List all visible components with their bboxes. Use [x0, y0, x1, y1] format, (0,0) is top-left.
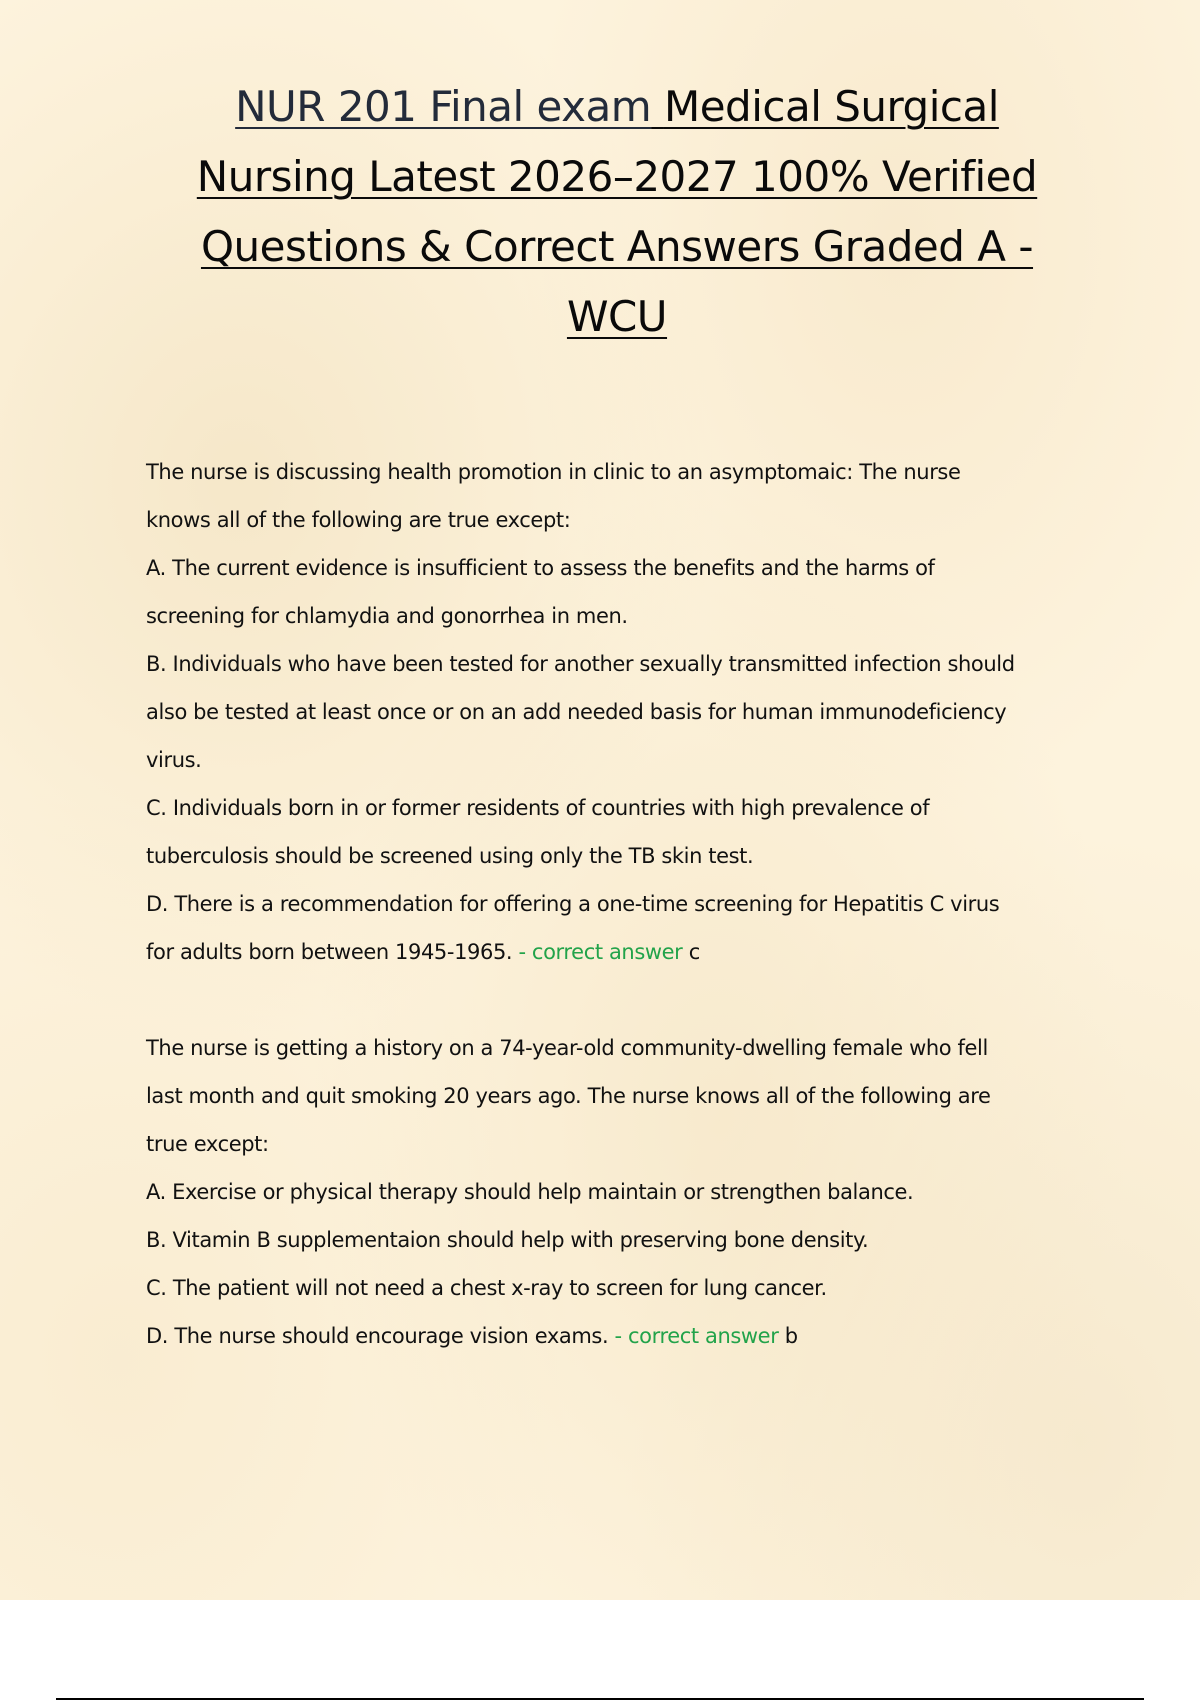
- question-stem: The nurse is getting a history on a 74-year-old community-dwelling female who fell last month and quit smoking 20 years ago. The nurse knows all of the following are true except:: [146, 1036, 991, 1156]
- title-line-1: [150, 72, 1084, 142]
- answer-option-c: C. Individuals born in or former residents of countries with high prevalence of tuberculosis should be screened using only the TB skin test.: [146, 796, 930, 868]
- answer-option-c: C. The patient will not need a chest x-ray to screen for lung cancer.: [146, 1276, 827, 1300]
- answer-option-d: D. There is a recommendation for offering a one-time screening for Hepatitis C virus for adults born between 1945-1965. - correct answer c: [146, 892, 1000, 964]
- questions-section: [146, 448, 1096, 1360]
- answer-option-a: A. Exercise or physical therapy should help maintain or strengthen balance.: [146, 1180, 914, 1204]
- document-title: [150, 72, 1084, 352]
- question-2: [146, 1024, 1096, 1360]
- title-line-3: Questions & Correct Answers Graded A -: [200, 222, 1034, 271]
- question-stem: The nurse is discussing health promotion in clinic to an asymptomaic: The nurse knows all of the following are true except:: [146, 460, 961, 532]
- title-course-code: NUR 201 Final exam: [235, 82, 652, 131]
- answer-option-b: B. Vitamin B supplementaion should help with preserving bone density.: [146, 1228, 869, 1252]
- answer-option-d: D. The nurse should encourage vision exams. - correct answer b: [146, 1324, 798, 1348]
- question-spacer: [146, 976, 1096, 1024]
- correct-answer-value: c: [688, 940, 700, 964]
- correct-answer-label: - correct answer: [518, 940, 683, 964]
- title-line-4: WCU: [566, 292, 668, 341]
- answer-option-b: B. Individuals who have been tested for another sexually transmitted infection should also be tested at least once or on an add needed basis for human immunodeficiency virus.: [146, 652, 1015, 772]
- answer-option-a: A. The current evidence is insufficient to assess the benefits and the harms of screening for chlamydia and gonorrhea in men.: [146, 556, 935, 628]
- question-1: [146, 448, 1096, 976]
- correct-answer-label: - correct answer: [614, 1324, 779, 1348]
- title-subject: Medical Surgical: [663, 82, 999, 131]
- correct-answer-value: b: [784, 1324, 798, 1348]
- title-line-2: Nursing Latest 2026–2027 100% Verified: [196, 152, 1038, 201]
